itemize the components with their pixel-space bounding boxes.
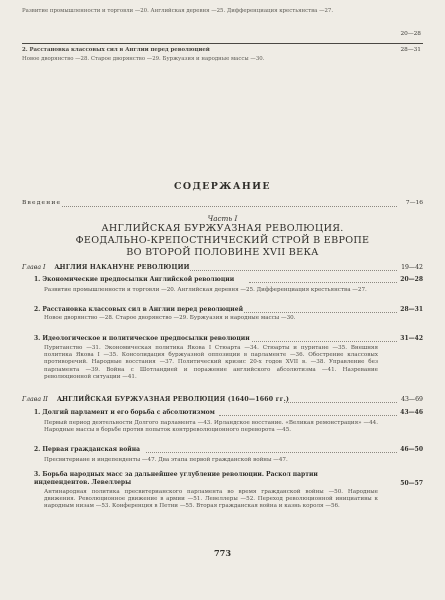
leader-dots bbox=[284, 402, 397, 403]
top-fragment-pages: 20—28 bbox=[400, 31, 421, 37]
section-2-1-text: Первый период деятельности Долгого парламента —43. Ирландское восстание. «Великая ремонстрация» —44. Народные массы в борьбе против попыток контрреволюционного переворота —45. bbox=[44, 420, 378, 434]
page-number: 773 bbox=[213, 548, 232, 558]
leader-dots bbox=[244, 312, 397, 313]
leader-dots bbox=[249, 282, 397, 283]
toc-intro-label: Введение bbox=[22, 200, 62, 206]
section-1-2-pages: 28—31 bbox=[400, 306, 423, 313]
section-2-1-pages: 43—46 bbox=[400, 409, 423, 416]
top-fragment-rule bbox=[22, 43, 423, 44]
section-1-3-title: 3. Идеологическое и политическое предпосылки революции bbox=[34, 335, 250, 342]
toc-intro-row bbox=[22, 200, 423, 206]
chapter-1-row bbox=[22, 264, 423, 271]
section-2-2-text: Пресвитериане и индепенденты —47. Два этапа первой гражданской войны —47. bbox=[44, 457, 288, 463]
section-2-2-row bbox=[34, 446, 423, 453]
top-fragment-paragraph: Развитие промышленности и торговли —20. Английская деревня —25. Дифференциация крестьянства —27. bbox=[22, 8, 334, 14]
section-1-2-row bbox=[34, 306, 423, 313]
leader-dots bbox=[252, 341, 397, 342]
section-1-3-text: Пуританство —31. Экономическая политика Якова I Стюарта —34. Стюарты и пуритане —35. Внешняя политика Якова I —35. Консолидация буржуазной оппозиции в парламенте —36. Обострение классовых противоречий. Народные восстания —37. Политический кризис 20-х годов XVII в. —38. Управление без парламента —39. Война с Шотландией и поражение английского абсолютизма —41. Назревание революционной ситуации —41. bbox=[44, 345, 378, 380]
section-1-2-title: 2. Расстановка классовых сил в Англии перед революцией bbox=[34, 306, 244, 313]
top-section-title: 2. Расстановка классовых сил в Англии перед революцией bbox=[22, 47, 210, 53]
section-2-3-text: Антинародная политика пресвитерианского парламента во время гражданской войны —50. Народные движения. Революционное движение в армии —51. Левеллеры —52. Переход революционной инициативы к народным низам —53. Конференция в Петни —55. Вторая гражданская война и казнь короля —56. bbox=[44, 489, 378, 510]
section-2-1-title: 1. Долгий парламент и его борьба с абсолютизмом bbox=[34, 409, 215, 416]
leader-dots bbox=[190, 270, 397, 271]
chapter-1-pages: 19—42 bbox=[401, 264, 423, 271]
top-section-pages: 28—31 bbox=[400, 47, 421, 53]
section-1-3-pages: 31—42 bbox=[400, 335, 423, 342]
part-title-line-2: ФЕОДАЛЬНО-КРЕПОСТНИЧЕСКИЙ СТРОЙ В ЕВРОПЕ bbox=[75, 235, 370, 246]
section-1-1-row bbox=[34, 276, 423, 283]
chapter-2-label: Глава II bbox=[22, 396, 48, 403]
section-2-1-row bbox=[34, 409, 423, 416]
section-2-2-title: 2. Первая гражданская война bbox=[34, 446, 141, 453]
part-title-line-3: ВО ВТОРОЙ ПОЛОВИНЕ XVII ВЕКА bbox=[126, 247, 319, 258]
leader-dots bbox=[146, 452, 397, 453]
chapter-1-dash bbox=[58, 268, 62, 269]
chapter-2-pages: 43—69 bbox=[401, 396, 423, 403]
section-1-1-pages: 20—28 bbox=[400, 276, 423, 283]
chapter-2-dash bbox=[60, 400, 64, 401]
toc-intro-pages: 7—16 bbox=[405, 200, 423, 206]
section-2-3-pages: 50—57 bbox=[400, 480, 423, 487]
section-1-1-title: 1. Экономические предпосылки Английской революции bbox=[34, 276, 235, 283]
section-2-3-title: 3. Борьба народных масс за дальнейшее углубление революции. Раскол партии индепендентов. Левеллеры bbox=[34, 471, 318, 486]
chapter-2-row bbox=[22, 396, 423, 403]
part-label: Часть I bbox=[207, 214, 238, 223]
section-1-3-row bbox=[34, 335, 423, 342]
section-1-2-text: Новое дворянство —28. Старое дворянство —29. Буржуазия и народные массы —30. bbox=[44, 315, 296, 321]
page-title: СОДЕРЖАНИЕ bbox=[174, 181, 271, 192]
leader-dots bbox=[219, 415, 397, 416]
chapter-2-title: АНГЛИЙСКАЯ БУРЖУАЗНАЯ РЕВОЛЮЦИЯ (1640—1660 гг.) bbox=[56, 396, 290, 403]
part-title-line-1: АНГЛИЙСКАЯ БУРЖУАЗНАЯ РЕВОЛЮЦИЯ. bbox=[101, 223, 344, 234]
chapter-1-label: Глава I bbox=[22, 264, 46, 271]
chapter-1-title: АНГЛИЯ НАКАНУНЕ РЕВОЛЮЦИИ bbox=[54, 264, 190, 271]
section-2-2-pages: 46—50 bbox=[400, 446, 423, 453]
section-2-3-row bbox=[34, 471, 423, 487]
section-1-1-text: Развитие промышленности и торговли —20. Английская деревня —25. Дифференциация крестьянства —27. bbox=[44, 287, 367, 293]
leader-dots bbox=[62, 206, 397, 207]
top-fragment-text bbox=[22, 8, 423, 24]
top-section-text: Новое дворянство —28. Старое дворянство —29. Буржуазия и народные массы —30. bbox=[22, 56, 265, 62]
